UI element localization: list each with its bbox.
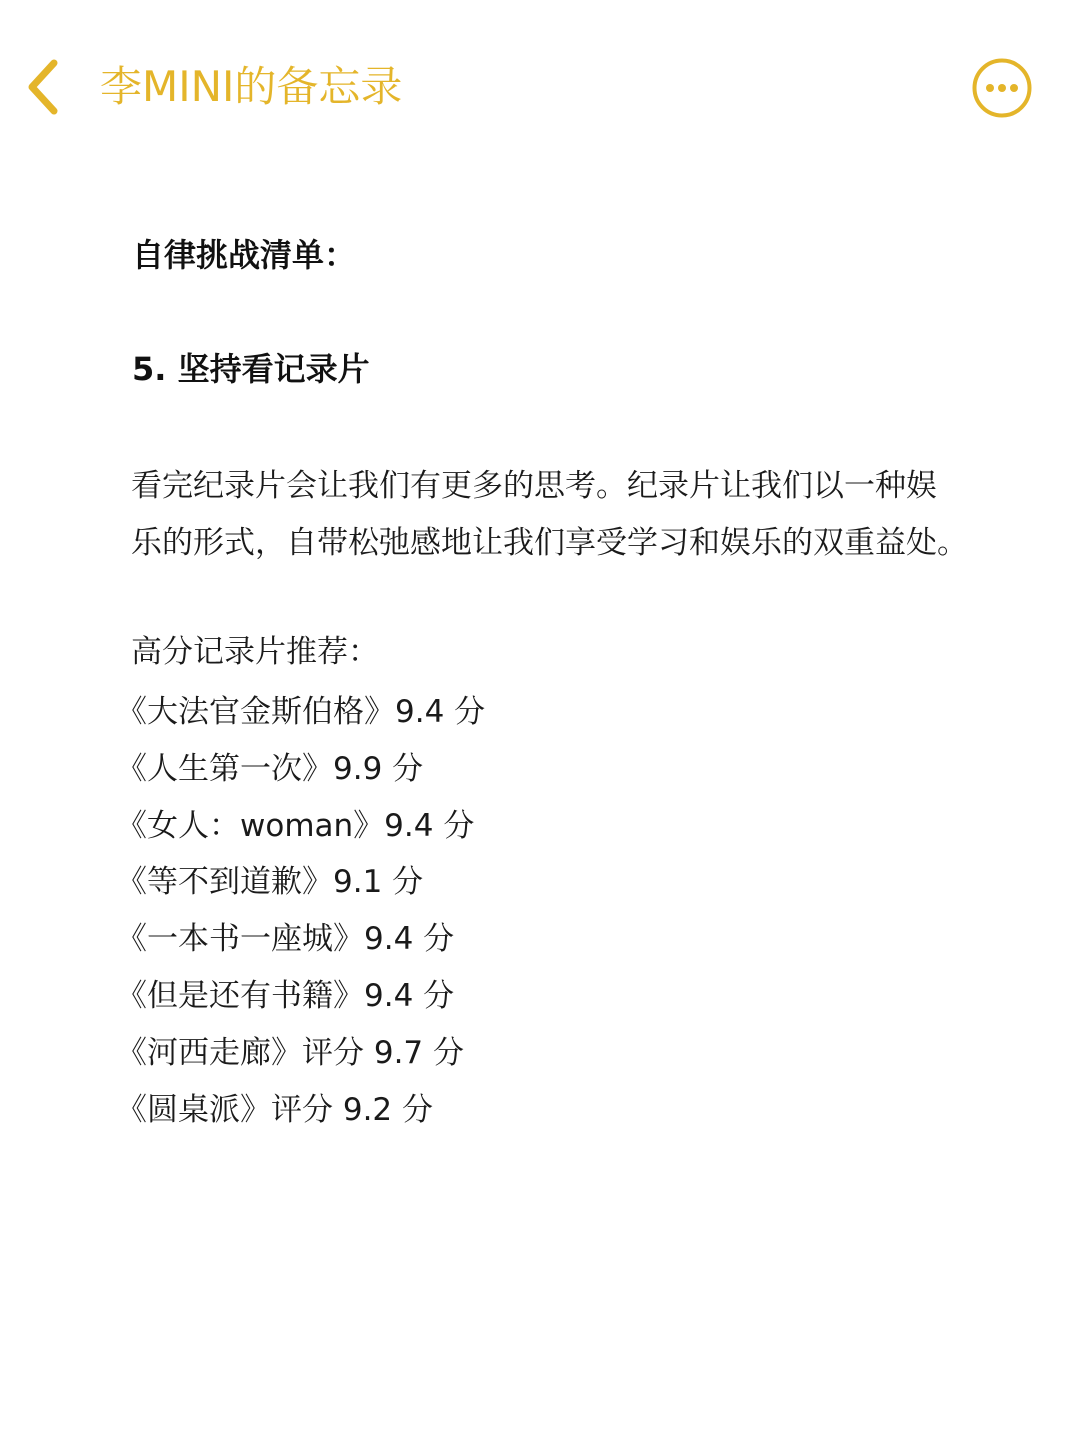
more-circle-icon — [971, 57, 1033, 119]
more-button[interactable] — [971, 57, 1033, 119]
note-app-title: 李MINI的备忘录 — [100, 62, 403, 111]
recommendation-list — [116, 684, 485, 1138]
list-item: 《女人：woman》9.4 分 — [116, 807, 475, 844]
list-item: 《人生第一次》9.9 分 — [116, 750, 424, 787]
top-bar — [0, 0, 1080, 175]
chevron-left-icon — [24, 57, 64, 117]
paragraph-line: 乐的形式，自带松弛感地让我们享受学习和娱乐的双重益处。 — [131, 525, 968, 561]
list-item: 《但是还有书籍》9.4 分 — [116, 977, 455, 1014]
note-paragraph — [131, 458, 991, 572]
list-item: 《圆桌派》评分 9.2 分 — [116, 1091, 434, 1128]
paragraph-line: 看完纪录片会让我们有更多的思考。纪录片让我们以一种娱 — [131, 468, 937, 504]
list-item: 《一本书一座城》9.4 分 — [116, 921, 455, 958]
back-button[interactable] — [14, 50, 74, 124]
list-item: 《等不到道歉》9.1 分 — [116, 864, 424, 901]
list-item: 《河西走廊》评分 9.7 分 — [116, 1034, 465, 1071]
section-title: 5. 坚持看记录片 — [132, 350, 370, 388]
recommend-heading: 高分记录片推荐： — [131, 634, 379, 670]
list-item: 《大法官金斯伯格》9.4 分 — [116, 694, 486, 730]
note-heading: 自律挑战清单： — [132, 236, 357, 274]
